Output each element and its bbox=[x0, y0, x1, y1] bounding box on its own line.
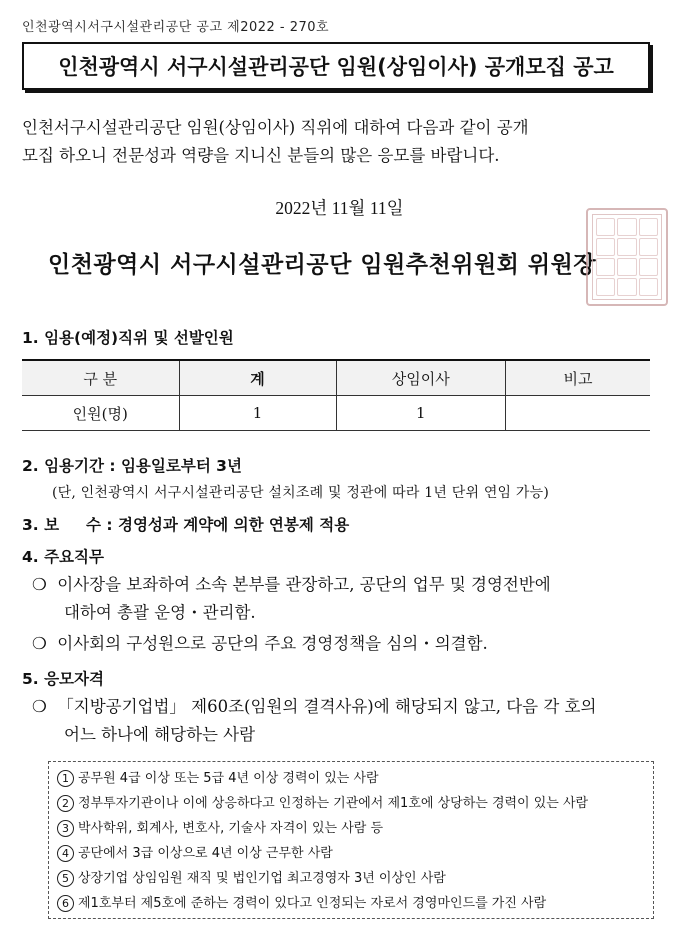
document-title: 인천광역시 서구시설관리공단 임원(상임이사) 공개모집 공고 bbox=[22, 42, 650, 90]
bullet-circle-icon: ❍ bbox=[32, 575, 47, 594]
list-item bbox=[57, 842, 333, 862]
qualification-text: 공단에서 3급 이상으로 4년 이상 근무한 사람 bbox=[78, 846, 333, 861]
circled-number-1: 1 bbox=[57, 770, 74, 787]
eligibility-line-2: 어느 하나에 해당하는 사람 bbox=[64, 725, 256, 744]
table-cell-label: 인원(명) bbox=[22, 396, 179, 431]
qualification-text: 박사학위, 회계사, 변호사, 기술사 자격이 있는 사람 등 bbox=[78, 821, 384, 836]
official-seal-icon bbox=[586, 208, 668, 306]
table-header-category: 구 분 bbox=[22, 360, 179, 396]
circled-number-3: 3 bbox=[57, 820, 74, 837]
qualification-text: 상장기업 상임임원 재직 및 법인기업 최고경영자 3년 이상인 사람 bbox=[78, 871, 446, 886]
duty-item-1 bbox=[32, 571, 664, 627]
circled-number-5: 5 bbox=[57, 870, 74, 887]
notice-date: 2022년 11월 11일 bbox=[275, 198, 404, 218]
table-header-row bbox=[22, 360, 650, 396]
table-cell-remarks bbox=[506, 396, 650, 431]
section-3-title: 3. 보 수 : 경영성과 계약에 의한 연봉제 적용 bbox=[22, 516, 350, 534]
section-1-title: 1. 임용(예정)직위 및 선발인원 bbox=[22, 329, 234, 347]
circled-number-6: 6 bbox=[57, 895, 74, 912]
eligibility-item bbox=[32, 693, 664, 749]
table-header-total: 계 bbox=[179, 360, 336, 396]
issuer-name: 인천광역시 서구시설관리공단 임원추천위원회 위원장 bbox=[48, 251, 597, 278]
intro-line-1: 인천서구시설관리공단 임원(상임이사) 직위에 대하여 다음과 같이 공개 bbox=[22, 118, 529, 137]
qualification-text: 공무원 4급 이상 또는 5급 4년 이상 경력이 있는 사람 bbox=[78, 771, 379, 786]
duty-item-2-line-1: 이사회의 구성원으로 공단의 주요 경영정책을 심의・의결함. bbox=[57, 634, 488, 653]
eligibility-line-1: 「지방공기업법」 제60조(임원의 결격사유)에 해당되지 않고, 다음 각 호의 bbox=[57, 697, 597, 716]
table-cell-total: 1 bbox=[179, 396, 336, 431]
table-header-position: 상임이사 bbox=[336, 360, 506, 396]
section-2-title: 2. 임용기간 : 임용일로부터 3년 bbox=[22, 457, 242, 475]
table-row bbox=[22, 396, 650, 431]
circled-number-2: 2 bbox=[57, 795, 74, 812]
section-5-title: 5. 응모자격 bbox=[22, 670, 104, 688]
term-note: (단, 인천광역시 서구시설관리공단 설치조례 및 정관에 따라 1년 단위 연임 가능) bbox=[52, 485, 550, 501]
notice-number: 인천광역시서구시설관리공단 공고 제2022 - 270호 bbox=[22, 20, 330, 35]
position-table bbox=[22, 359, 650, 431]
list-item bbox=[57, 817, 383, 837]
list-item bbox=[57, 867, 446, 887]
intro-line-2: 모집 하오니 전문성과 역량을 지니신 분들의 많은 응모를 바랍니다. bbox=[22, 146, 500, 165]
duty-item-1-line-2: 대하여 총괄 운영・관리함. bbox=[64, 603, 256, 622]
bullet-circle-icon: ❍ bbox=[32, 634, 47, 653]
table-cell-position-count: 1 bbox=[336, 396, 506, 431]
circled-number-4: 4 bbox=[57, 845, 74, 862]
bullet-circle-icon: ❍ bbox=[32, 697, 47, 716]
duty-item-2 bbox=[32, 630, 488, 658]
list-item bbox=[57, 892, 546, 912]
qualification-list bbox=[48, 761, 654, 919]
list-item bbox=[57, 792, 588, 812]
section-4-title: 4. 주요직무 bbox=[22, 548, 104, 566]
qualification-text: 정부투자기관이나 이에 상응하다고 인정하는 기관에서 제1호에 상당하는 경력이 있는 사람 bbox=[78, 796, 589, 811]
list-item bbox=[57, 767, 379, 787]
qualification-text: 제1호부터 제5호에 준하는 경력이 있다고 인정되는 자로서 경영마인드를 가진 사람 bbox=[78, 896, 547, 911]
duty-item-1-line-1: 이사장을 보좌하여 소속 본부를 관장하고, 공단의 업무 및 경영전반에 bbox=[57, 575, 551, 594]
intro-paragraph bbox=[22, 114, 662, 170]
table-header-remarks: 비고 bbox=[506, 360, 650, 396]
